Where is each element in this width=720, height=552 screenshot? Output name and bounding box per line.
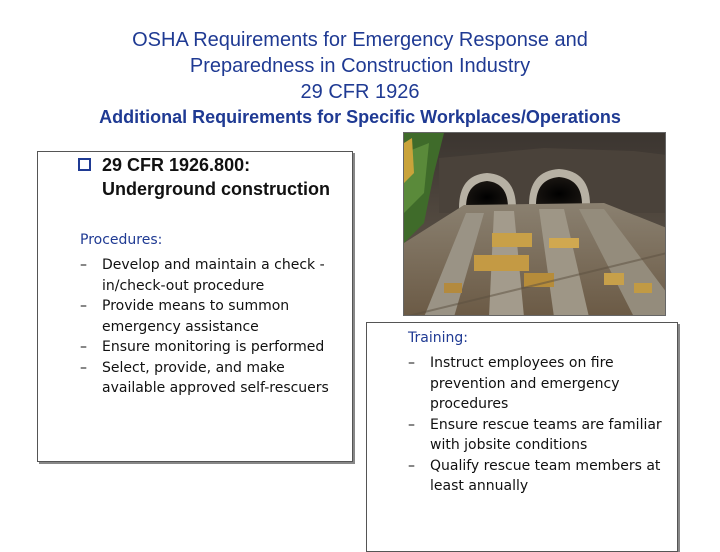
tunnel-photo-illustration	[404, 133, 666, 316]
procedure-text: Ensure monitoring is performed	[102, 339, 325, 355]
procedure-text: Develop and maintain a check -in/check-out procedure	[102, 257, 325, 294]
dash-bullet-icon: –	[80, 298, 87, 314]
list-item	[408, 456, 674, 497]
list-item	[80, 337, 350, 358]
regulation-heading-text: 29 CFR 1926.800: Underground construction	[102, 155, 330, 199]
dash-bullet-icon: –	[80, 257, 87, 273]
list-item	[80, 358, 350, 399]
list-item	[408, 353, 674, 415]
dash-bullet-icon: –	[408, 457, 415, 474]
dash-bullet-icon: –	[408, 355, 415, 371]
training-text: Instruct employees on fire prevention and emergency procedures	[430, 355, 620, 412]
tunnel-construction-photo	[403, 132, 666, 316]
list-item	[80, 255, 350, 296]
procedures-label: Procedures:	[80, 232, 163, 248]
training-text: Ensure rescue teams are familiar with jobsite conditions	[430, 416, 662, 453]
dash-bullet-icon: –	[408, 416, 415, 433]
title-line-2: Preparedness in Construction Industry	[189, 55, 531, 77]
list-item	[80, 296, 350, 337]
dash-bullet-icon: –	[80, 359, 87, 376]
slide-title	[0, 27, 720, 105]
slide-subtitle: Additional Requirements for Specific Workplaces/Operations	[99, 107, 621, 127]
checkbox-bullet-icon	[78, 158, 91, 171]
procedure-text: Provide means to summon emergency assistance	[102, 298, 290, 335]
training-text: Qualify rescue team members at least annually	[430, 457, 661, 494]
title-line-3: 29 CFR 1926	[300, 81, 420, 103]
training-list	[408, 353, 674, 497]
regulation-heading	[78, 153, 348, 201]
procedures-list	[80, 255, 350, 399]
dash-bullet-icon: –	[80, 339, 87, 355]
title-line-1: OSHA Requirements for Emergency Response and	[132, 29, 588, 51]
training-label: Training:	[408, 330, 468, 346]
list-item	[408, 415, 674, 456]
procedure-text: Select, provide, and make available approved self-rescuers	[102, 359, 329, 396]
